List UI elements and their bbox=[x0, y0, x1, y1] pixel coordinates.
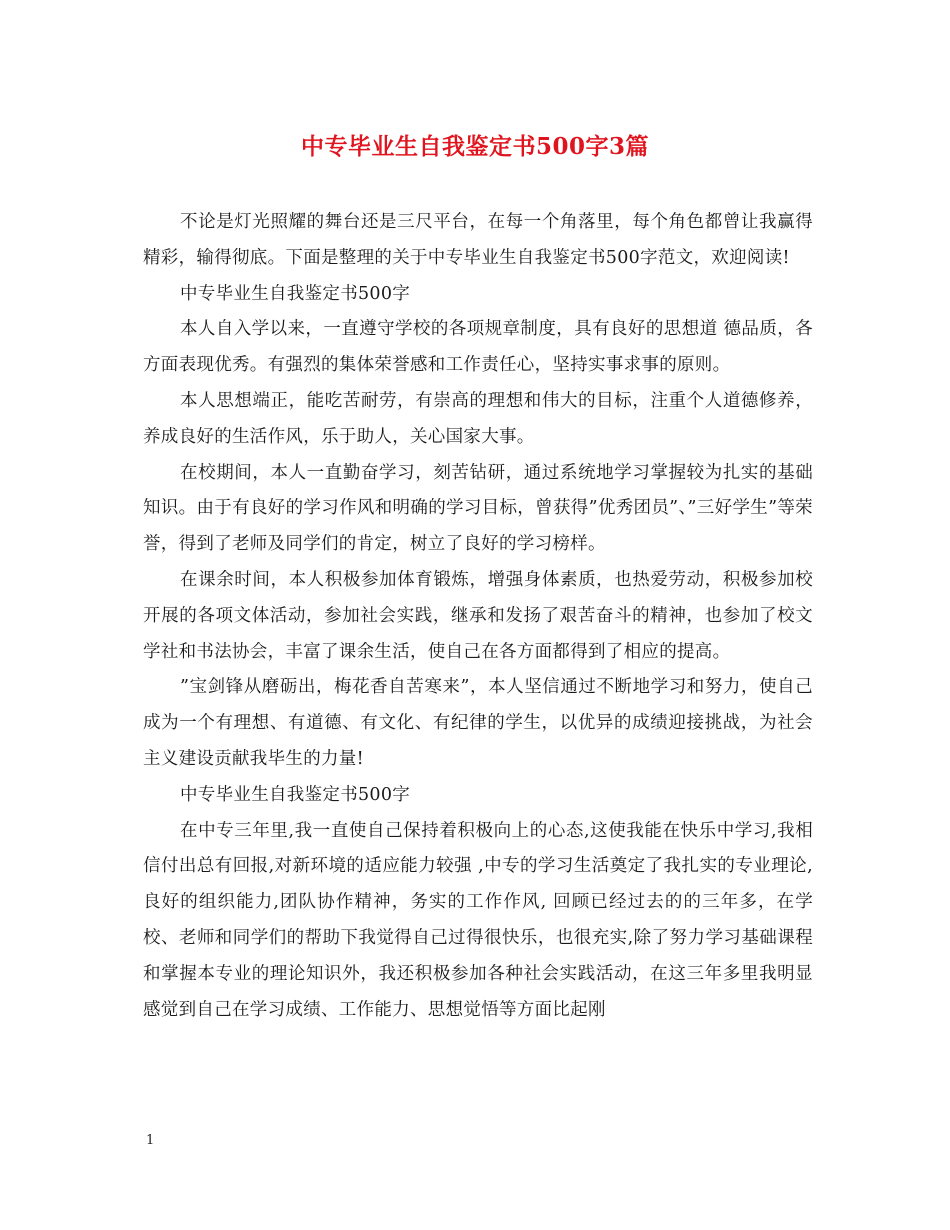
section-heading-2: 中专毕业生自我鉴定书500字 bbox=[180, 784, 411, 805]
paragraph: 在中专三年里,我一直使自己保持着积极向上的心态,这使我能在快乐中学习,我相信付出总有回报,对新环境的适应能力较强 ,中专的学习生活奠定了我扎实的专业理论,良好的组织能力,团队协作精神，务实的工作作风, 回顾已经过去的的三年多，在学校、老师和同学们的帮助下我觉得自己过得很快乐，也很充实,除了努力学习基础课程和掌握本专业的理论知识外，我还积极参加各种社会实践活动，在这三年多里我明显感觉到自己在学习成绩、工作能力、思想觉悟等方面比起刚 bbox=[143, 820, 813, 1020]
paragraph-intro: 不论是灯光照耀的舞台还是三尺平台，在每一个角落里，每个角色都曾让我赢得精彩，输得彻底。下面是整理的关于中专毕业生自我鉴定书500字范文，欢迎阅读! bbox=[143, 212, 813, 268]
document-title: 中专毕业生自我鉴定书500字3篇 bbox=[300, 133, 649, 160]
page-number: 1 bbox=[146, 1133, 155, 1148]
document-body bbox=[143, 205, 813, 1028]
paragraph: 在课余时间，本人积极参加体育锻炼，增强身体素质，也热爱劳动，积极参加校开展的各项文体活动，参加社会实践，继承和发扬了艰苦奋斗的精神，也参加了校文学社和书法协会，丰富了课余生活，使自己在各方面都得到了相应的提高。 bbox=[143, 569, 813, 662]
paragraph: 本人自入学以来，一直遵守学校的各项规章制度，具有良好的思想道 德品质，各方面表现优秀。有强烈的集体荣誉感和工作责任心，坚持实事求事的原则。 bbox=[143, 319, 813, 376]
paragraph: 本人思想端正，能吃苦耐劳，有崇高的理想和伟大的目标，注重个人道德修养，养成良好的生活作风，乐于助人，关心国家大事。 bbox=[143, 390, 813, 447]
paragraph: 在校期间，本人一直勤奋学习，刻苦钻研，通过系统地学习掌握较为扎实的基础知识。由于有良好的学习作风和明确的学习目标，曾获得”优秀团员”、”三好学生”等荣誉，得到了老师及同学们的肯定，树立了良好的学习榜样。 bbox=[143, 462, 813, 555]
section-heading-1: 中专毕业生自我鉴定书500字 bbox=[180, 283, 411, 304]
paragraph: ”宝剑锋从磨砺出，梅花香自苦寒来”，本人坚信通过不断地学习和努力，使自己成为一个有理想、有道德、有文化、有纪律的学生，以优异的成绩迎接挑战，为社会主义建设贡献我毕生的力量! bbox=[143, 677, 813, 769]
